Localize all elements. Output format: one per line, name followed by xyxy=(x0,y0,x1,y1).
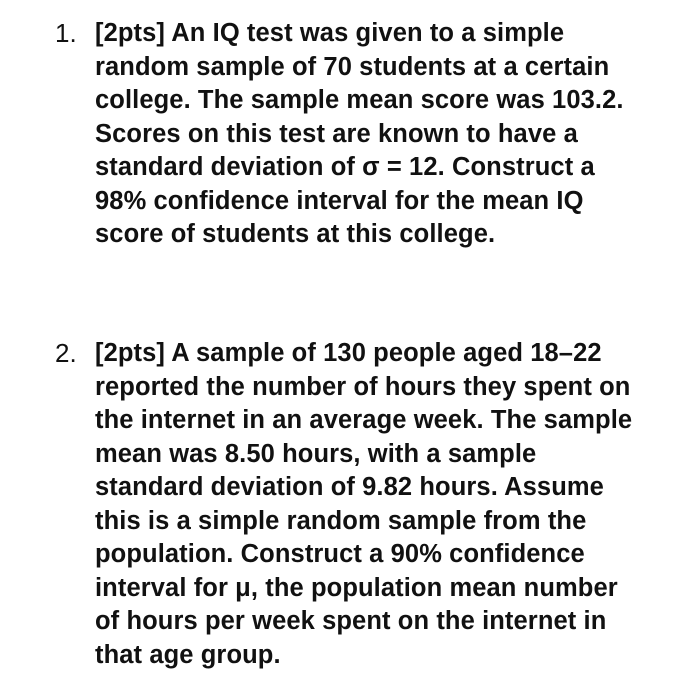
problem-number: 1. xyxy=(55,18,77,48)
problem-line: 98% confidence interval for the mean IQ xyxy=(95,186,584,215)
problem-line: [2pts] A sample of 130 people aged 18–22 xyxy=(95,339,602,367)
problem-line: score of students at this college. xyxy=(95,220,496,248)
problem-line: mean was 8.50 hours, with a sample xyxy=(95,439,537,468)
problem-line: population. Construct a 90% confidence xyxy=(95,540,585,568)
problem-number: 2. xyxy=(55,338,77,368)
problem-line: Scores on this test are known to have a xyxy=(95,119,578,148)
problem-line: [2pts] An IQ test was given to a simple xyxy=(95,19,565,47)
problem-line: the internet in an average week. The sample xyxy=(95,406,633,434)
problem-line: standard deviation of σ = 12. Construct a xyxy=(95,153,595,181)
problem-line: that age group. xyxy=(95,640,281,669)
problem-line: random sample of 70 students at a certain xyxy=(95,52,610,81)
problem-text xyxy=(95,17,680,252)
problem-line: standard deviation of 9.82 hours. Assume xyxy=(95,473,604,501)
problem-line: reported the number of hours they spent on xyxy=(95,372,631,401)
problem-line: college. The sample mean score was 103.2. xyxy=(95,86,624,114)
problem-line: interval for μ, the population mean number xyxy=(95,573,618,602)
problem-line: this is a simple random sample from the xyxy=(95,506,587,535)
problem-text xyxy=(95,337,680,672)
problem-line: of hours per week spent on the internet in xyxy=(95,607,607,635)
